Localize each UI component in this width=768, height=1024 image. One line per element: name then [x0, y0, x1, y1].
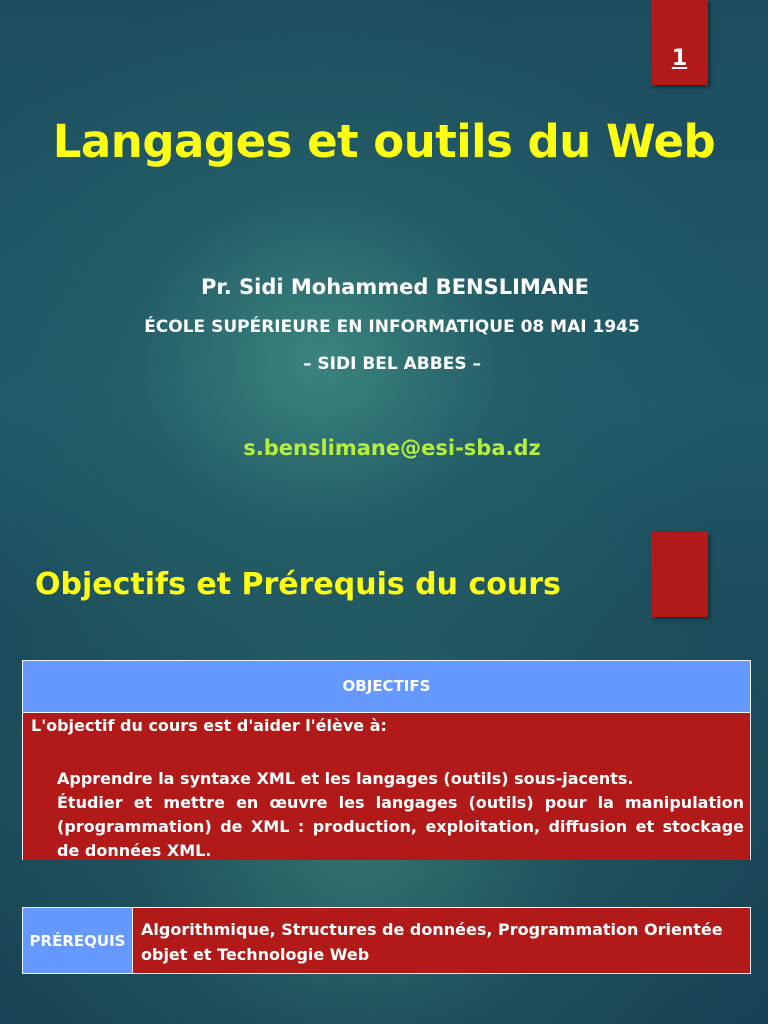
page-number: 1: [671, 46, 688, 71]
prerequis-table: [22, 907, 751, 974]
objectifs-table: [22, 660, 751, 860]
school-name: ÉCOLE SUPÉRIEURE EN INFORMATIQUE 08 MAI 1945: [144, 317, 640, 337]
list-item: Étudier et mettre en œuvre les langages (outils) pour la manipulation (programmation) de XML : production, exploitation, diffusion et stockage de données XML.: [57, 793, 744, 860]
objectifs-intro: L'objectif du cours est d'aider l'élève à:: [31, 716, 387, 735]
prerequis-text: Algorithmique, Structures de données, Programmation Orientée objet et Technologie Web: [133, 908, 750, 973]
page-number-badge: [651, 0, 708, 85]
slide-title: Langages et outils du Web: [52, 115, 716, 168]
objectifs-header: OBJECTIFS: [23, 661, 750, 713]
author-email: s.benslimane@esi-sba.dz: [243, 436, 541, 460]
school-city: – SIDI BEL ABBES –: [302, 354, 481, 374]
list-item: Apprendre la syntaxe XML et les langages (outils) sous-jacents.: [57, 769, 634, 788]
objectifs-body: [23, 713, 750, 860]
decorative-red-block: [651, 532, 708, 617]
prerequis-label: PRÉREQUIS: [23, 908, 133, 973]
section-heading: Objectifs et Prérequis du cours: [35, 567, 561, 602]
author-name: Pr. Sidi Mohammed BENSLIMANE: [200, 275, 590, 299]
objectifs-list: [31, 767, 744, 863]
